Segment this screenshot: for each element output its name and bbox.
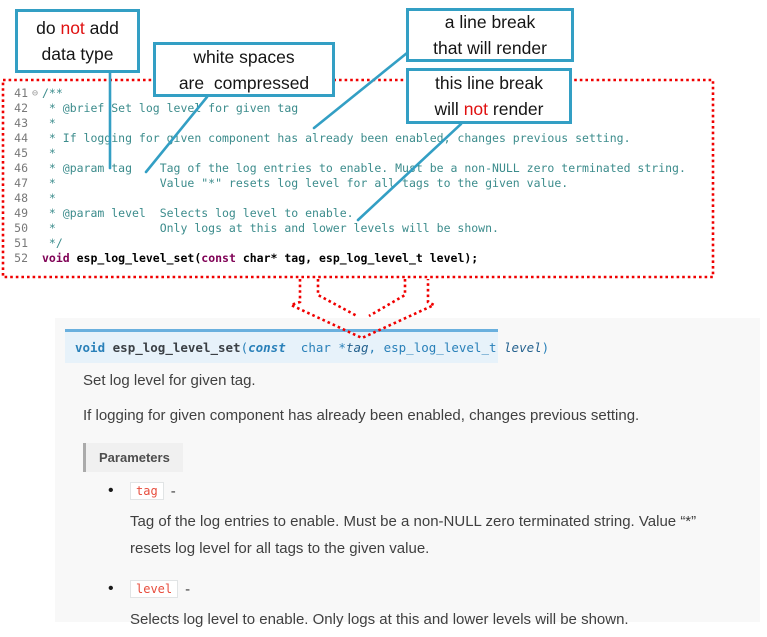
code-text: * @param level Selects log level to enable.: [42, 206, 354, 220]
callout-text: will not render: [434, 99, 544, 119]
parameters-heading: Parameters: [83, 443, 183, 472]
code-line[interactable]: [4, 131, 710, 146]
bullet-icon: •: [108, 482, 114, 499]
callout-text: do not add: [36, 18, 119, 38]
line-number[interactable]: 44: [14, 131, 28, 145]
callout-no-datatype: [15, 9, 140, 73]
code-editor[interactable]: [4, 86, 710, 266]
code-text: * @brief Set log level for given tag: [42, 101, 299, 115]
code-line[interactable]: [4, 146, 710, 161]
parameter-item: [108, 478, 733, 562]
code-line[interactable]: [4, 101, 710, 116]
code-text: *: [42, 146, 56, 160]
code-line[interactable]: [4, 221, 710, 236]
line-number[interactable]: 46: [14, 161, 28, 175]
code-text: /**: [42, 86, 63, 100]
fold-toggle-icon[interactable]: ⊖: [31, 88, 39, 99]
param-description: Tag of the log entries to enable. Must be a non-NULL zero terminated string. Value “*” resets log level for all tags to the given value.: [130, 513, 697, 557]
callout-whitespace-compressed: [153, 42, 335, 97]
function-signature: void esp_log_level_set(const char *tag, esp_log_level_t level): [65, 329, 498, 363]
fold-gutter: [28, 116, 42, 131]
code-text: * Value "*" resets log level for all tags to the given value.: [42, 176, 569, 190]
bullet-icon: •: [108, 580, 114, 597]
brief-text: Set log level for given tag.: [83, 372, 256, 389]
line-number[interactable]: 48: [14, 191, 28, 205]
fold-gutter: [28, 251, 42, 266]
callout-text: are compressed: [178, 72, 310, 93]
code-text: *: [42, 191, 56, 205]
code-text: * @param tag Tag of the log entries to enable. Must be a non-NULL zero terminated string.: [42, 161, 686, 175]
code-line[interactable]: [4, 116, 710, 131]
callout-text: that will render: [433, 38, 547, 58]
line-number[interactable]: 41: [14, 86, 28, 100]
line-number[interactable]: 47: [14, 176, 28, 190]
fold-gutter: [28, 161, 42, 176]
parameter-list: [108, 478, 733, 637]
code-line[interactable]: [4, 251, 710, 266]
line-number[interactable]: 45: [14, 146, 28, 160]
callout-line-break-renders: [406, 8, 574, 62]
line-number[interactable]: 49: [14, 206, 28, 220]
fold-gutter: [28, 131, 42, 146]
code-text: * Only logs at this and lower levels will be shown.: [42, 221, 499, 235]
line-number[interactable]: 42: [14, 101, 28, 115]
code-line[interactable]: [4, 206, 710, 221]
fold-gutter: [28, 221, 42, 236]
callout-text: data type: [41, 44, 114, 64]
code-line[interactable]: [4, 236, 710, 251]
callout-text: a line break: [444, 12, 536, 32]
rendered-docs-panel: [55, 318, 760, 628]
line-number[interactable]: 52: [14, 251, 28, 265]
param-name-chip: tag: [130, 482, 164, 500]
param-dash: -: [185, 580, 191, 598]
fold-gutter: [28, 191, 42, 206]
callout-line-break-not-render: [406, 68, 572, 124]
code-line[interactable]: [4, 191, 710, 206]
code-text: * If logging for given component has already been enabled, changes previous setting.: [42, 131, 631, 145]
detail-text: If logging for given component has already been enabled, changes previous setting.: [83, 407, 640, 424]
line-number[interactable]: 43: [14, 116, 28, 130]
code-text: */: [42, 236, 63, 250]
code-text: void esp_log_level_set(const char* tag, esp_log_level_t level);: [42, 251, 479, 265]
code-line[interactable]: [4, 176, 710, 191]
param-description: Selects log level to enable. Only logs at this and lower levels will be shown.: [130, 611, 629, 628]
fold-gutter: [28, 236, 42, 251]
fold-gutter: [28, 206, 42, 221]
parameter-item: [108, 576, 733, 633]
code-line[interactable]: [4, 161, 710, 176]
fold-gutter: [28, 176, 42, 191]
param-dash: -: [170, 482, 176, 500]
fold-gutter: [28, 101, 42, 116]
code-text: *: [42, 116, 56, 130]
line-number[interactable]: 50: [14, 221, 28, 235]
line-number[interactable]: 51: [14, 236, 28, 250]
callout-text: white spaces: [193, 46, 295, 67]
code-line[interactable]: [4, 86, 710, 101]
callout-text: this line break: [435, 73, 543, 93]
param-name-chip: level: [130, 580, 178, 598]
fold-gutter: [28, 146, 42, 161]
